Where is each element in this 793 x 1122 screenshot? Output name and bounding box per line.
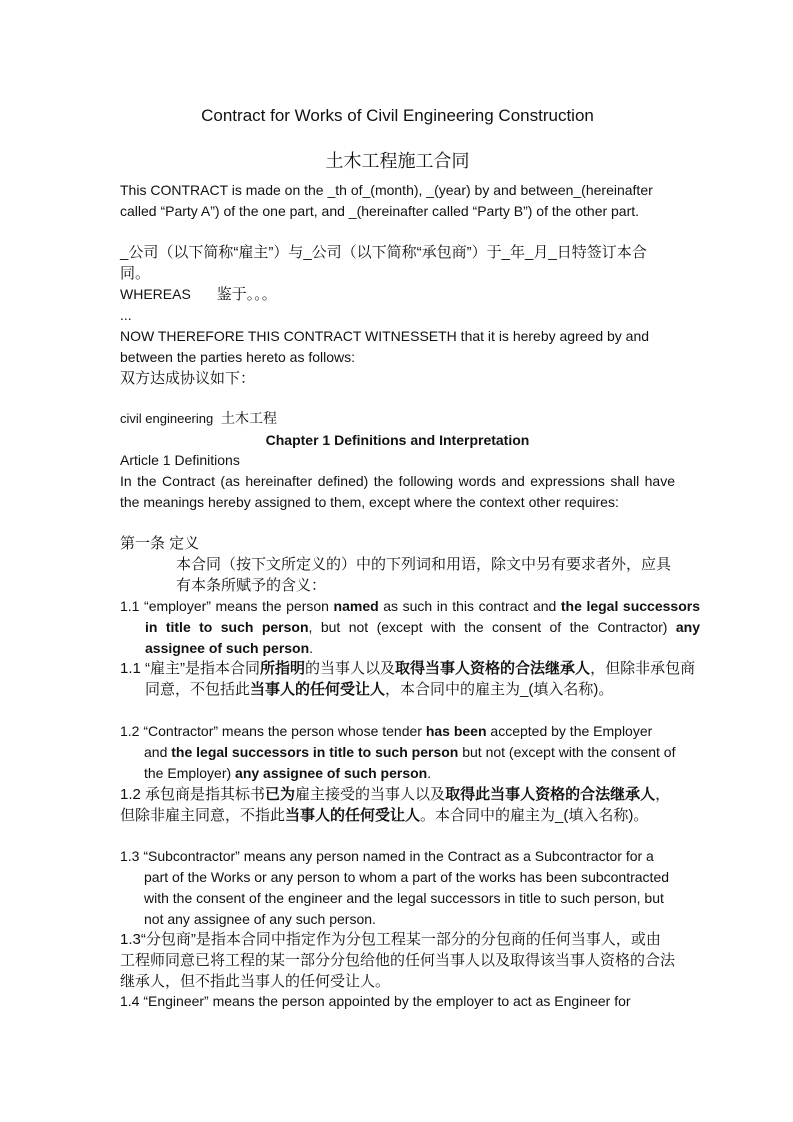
intro-paragraph-cn: _公司（以下简称“雇主”）与_公司（以下简称“承包商”）于_年_月_日特签订本合同。 [120, 244, 647, 282]
clause-1-3-cn: 1.3“分包商”是指本合同中指定作为分包工程某一部分的分包商的任何当事人，或由工程师同意已将工程的某一部分分包给他的任何当事人以及取得该当事人资格的合法继承人，但不指此当事人的任何受让人。 [120, 931, 676, 990]
clause-text: 的当事人以及 [305, 660, 396, 677]
clause-bold-text: 当事人的任何受让人 [285, 807, 421, 824]
clause-bold-text: the legal successors in title to such person [145, 598, 700, 635]
whereas-cn: 鉴于。。。 [216, 286, 277, 303]
clause-text: accepted by the Employer and [144, 723, 653, 760]
clause-text: 1.1 “employer” means the person [120, 598, 334, 614]
clause-bold-text: named [333, 598, 379, 614]
article-heading-cn: 第一条 定义 [120, 535, 200, 552]
chapter-heading: Chapter 1 Definitions and Interpretation [265, 432, 530, 448]
term-note [120, 408, 675, 429]
clause-text: ，但除非承包商同意，不包括此 [145, 660, 696, 698]
clause-bold-text: 已为 [265, 786, 296, 803]
article-body-en: In the Contract (as hereinafter defined) the following words and expressions shall have the meanings hereby assigned to them, except where the context other requires: [120, 473, 675, 510]
clause-text: . [309, 640, 314, 656]
clause-bold-text: the legal successors in title to such person [171, 744, 459, 760]
article-body-cn: 本合同（按下文所定义的）中的下列词和用语，除文中另有要求者外，应具有本条所赋予的含义： [176, 556, 672, 594]
clause-1-4-en: 1.4 “Engineer” means the person appointed by the employer to act as Engineer for [120, 993, 631, 1009]
clause-text: 1.2 “Contractor” means the person whose tender [120, 723, 426, 739]
clause-1-3-en: 1.3 “Subcontractor” means any person named in the Contract as a Subcontractor for a part of the Works or any person to whom a part of the works has been subcontracted with the consent of the engineer and the legal successors in title to such person, but not any assignee of any such person. [120, 848, 670, 927]
term-note-cn: 土木工程 [221, 410, 278, 426]
clause-text: 1.2 承包商是指其标书 [120, 786, 266, 803]
clause-bold-text: 当事人的任何受让人 [250, 681, 386, 698]
clause-1-2-en [120, 721, 679, 784]
term-note-en: civil engineering [120, 411, 214, 426]
now-therefore-cn: 双方达成协议如下： [120, 370, 256, 387]
whereas-en: WHEREAS [120, 286, 191, 302]
clause-1-1-en [120, 596, 700, 659]
clause-bold-text: 取得当事人资格的合法继承人 [395, 660, 591, 677]
clause-text: . [427, 765, 432, 781]
document-title-cn: 土木工程施工合同 [325, 151, 470, 171]
clause-text: 雇主接受的当事人以及 [295, 786, 446, 803]
clause-bold-text: has been [425, 723, 487, 739]
clause-text: as such in this contract and [378, 598, 561, 614]
clause-1-2-cn [120, 784, 675, 826]
clause-bold-text: any assignee of such person [145, 619, 700, 656]
ellipsis: ... [120, 307, 132, 323]
clause-text: , but not (except with the consent of the Contractor) [308, 619, 676, 635]
clause-bold-text: any assignee of such person [235, 765, 428, 781]
now-therefore-en: NOW THEREFORE THIS CONTRACT WITNESSETH that it is hereby agreed by and between the parties hereto as follows: [120, 328, 650, 365]
clause-text: ，但除非雇主同意，不指此 [120, 786, 671, 824]
article-heading-en: Article 1 Definitions [120, 452, 240, 468]
document-title-en: Contract for Works of Civil Engineering Construction [201, 106, 594, 125]
clause-text: 1.1 “雇主”是指本合同 [120, 660, 261, 677]
clause-1-1-cn [120, 658, 700, 700]
intro-paragraph-en: This CONTRACT is made on the _th of_(month), _(year) by and between_(hereinafter called “Party A”) of the one part, and _(hereinafter called “Party B”) of the other part. [120, 182, 653, 219]
clause-bold-text: 取得此当事人资格的合法继承人 [445, 786, 656, 803]
clause-bold-text: 所指明 [260, 660, 306, 677]
clause-text: ，本合同中的雇主为_(填入名称)。 [385, 681, 614, 698]
clause-text: but not (except with the consent of the Employer) [144, 744, 676, 781]
clause-text: 。本合同中的雇主为_(填入名称)。 [420, 807, 649, 824]
whereas-line [120, 284, 675, 305]
